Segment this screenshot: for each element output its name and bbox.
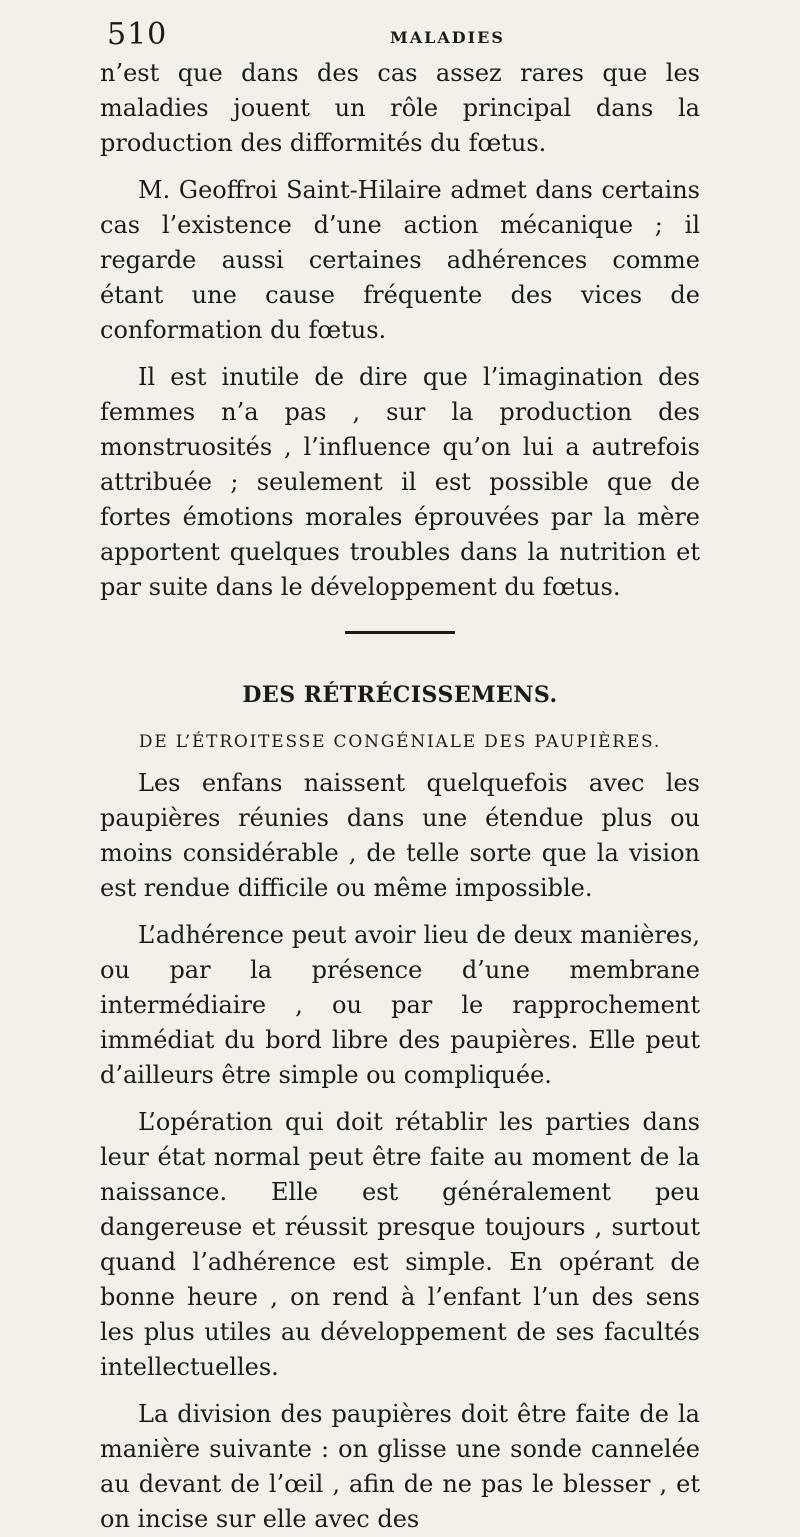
section-title: DES RÉTRÉCISSEMENS.: [242, 682, 558, 708]
running-title: MALADIES: [390, 28, 505, 47]
running-head: [100, 18, 700, 52]
paragraph-enfans: Les enfans naissent quelquefois avec les paupières réunies dans une étendue plus ou moins considérable , de telle sorte que la vision est rendue difficile ou même impossible.: [100, 769, 700, 902]
paragraph-geoffroi: M. Geoffroi Saint-Hilaire admet dans certains cas l’existence d’une action mécanique ; il regarde aussi certaines adhérences comme étant une cause fréquente des vices de conformation du fœtus.: [100, 176, 700, 344]
paragraph-division: La division des paupières doit être faite de la manière suivante : on glisse une sonde cannelée au devant de l’œil , afin de ne pas le blesser , et on incise sur elle avec des: [100, 1400, 700, 1533]
section-subtitle: DE L’ÉTROITESSE CONGÉNIALE DES PAUPIÈRES.: [138, 732, 662, 752]
page-number: 510: [107, 17, 168, 52]
paragraph-adherence: L’adhérence peut avoir lieu de deux manières, ou par la présence d’une membrane intermédiaire , ou par le rapprochement immédiat du bord libre des paupières. Elle peut d’ailleurs être simple ou compliquée.: [100, 921, 700, 1089]
paragraph-imagination: Il est inutile de dire que l’imagination des femmes n’a pas , sur la production des monstruosités , l’influence qu’on lui a autrefois attribuée ; seulement il est possible que de fortes émotions morales éprouvées par la mère apportent quelques troubles dans la nutrition et par suite dans le développement du fœtus.: [100, 363, 700, 601]
paragraph-operation: L’opération qui doit rétablir les parties dans leur état normal peut être faite au moment de la naissance. Elle est généralement peu dangereuse et réussit presque toujours , surtout quand l’adhérence est simple. En opérant de bonne heure , on rend à l’enfant l’un des sens les plus utiles au développement de ses facultés intellectuelles.: [100, 1108, 700, 1381]
section-divider-rule: [345, 631, 455, 634]
paragraph-continued: n’est que dans des cas assez rares que les maladies jouent un rôle principal dans la production des difformités du fœtus.: [100, 59, 700, 157]
